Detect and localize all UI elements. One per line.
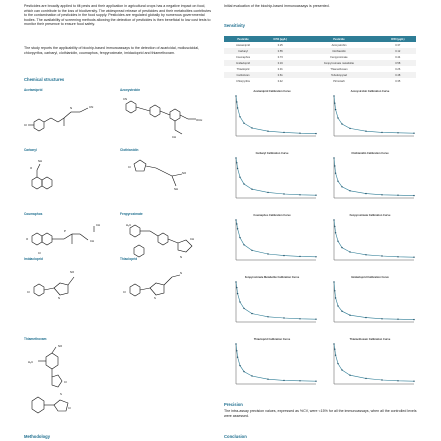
calibration-chart (322, 148, 418, 208)
data-point (267, 379, 268, 380)
series-line (236, 158, 316, 195)
data-point (334, 349, 335, 350)
svg-text:P: P (64, 229, 66, 233)
data-point (413, 195, 414, 196)
table-cell: Pirimicarb (333, 79, 345, 83)
data-point (413, 319, 414, 320)
table-header: IC50 (μg/L) (262, 36, 298, 42)
data-point (335, 232, 336, 233)
series-line (334, 96, 414, 133)
data-point (237, 107, 238, 108)
chart-title: Carbaryl Calibration Curve (255, 152, 289, 155)
table-cell: Imidacloprid (224, 60, 262, 66)
data-point (341, 311, 342, 312)
chart-title: Clothianidin Calibration Curve (351, 152, 389, 155)
data-point (239, 237, 240, 238)
table-cell: 0.19 (262, 60, 298, 66)
chart-axes (236, 344, 316, 384)
data-point (349, 375, 350, 376)
svg-text:Cl: Cl (68, 406, 71, 410)
data-point (397, 195, 398, 196)
table-header: Pesticide (298, 36, 379, 42)
chart-title: Acetamiprid Calibration Curve (253, 90, 291, 93)
data-point (299, 380, 300, 381)
data-point (365, 378, 366, 379)
data-point (397, 132, 398, 133)
svg-text:NH: NH (38, 159, 43, 163)
series-line (236, 282, 316, 319)
data-point (267, 131, 268, 132)
series-line (236, 344, 316, 381)
svg-text:CN: CN (89, 105, 94, 109)
data-point (236, 287, 237, 288)
data-point (243, 183, 244, 184)
sensitivity-table (224, 36, 416, 84)
calibration-chart (224, 148, 320, 208)
data-point (239, 365, 240, 366)
table-cell: Coumaphos (236, 55, 251, 59)
data-point (243, 244, 244, 245)
data-point (283, 132, 284, 133)
data-point (349, 251, 350, 252)
data-point (235, 157, 236, 158)
data-point (235, 219, 236, 220)
chart-title: Coumaphos Calibration Curve (253, 214, 291, 217)
table-header: Pesticide (224, 36, 262, 42)
table-cell: Thiacloprid (236, 67, 250, 71)
data-point (236, 162, 237, 163)
intro-paragraph: Pesticides are broadly applied to tilt pests and their application in agricultural crops has a negative impact on food, which can contribute to the loss of biodiversity. The widespread release of pesticides and their metabolites contributes to the contamination of pesticides in the food supply. Pesticides are regulated globally by numerous governmental bodies. The availability of screening methods allowing the detection of pesticides is then beneficial to low cost tests to monitor their presence to ensure food safety. (24, 4, 212, 26)
data-point (349, 190, 350, 191)
series-line (334, 220, 414, 257)
svg-text:Cl: Cl (24, 123, 27, 127)
calibration-chart (322, 210, 418, 270)
data-point (267, 316, 268, 317)
data-point (333, 95, 334, 96)
data-point (237, 168, 238, 169)
svg-text:CH: CH (190, 237, 195, 241)
data-point (413, 381, 414, 382)
data-point (335, 109, 336, 110)
table-cell: Acetamiprid (236, 43, 250, 47)
data-point (237, 228, 238, 229)
study-paragraph: The study reports the applicability of biochip-based immunoassays to the detection of acaricidal, molluscicidal, chlorpyrifos, carbaryl, clothianidin, coumaphos, fenpyroximate, imidacloprid and thiamethoxam. (24, 46, 199, 55)
chart-axes (236, 158, 316, 198)
chart-axes (236, 220, 316, 260)
data-point (251, 189, 252, 190)
calibration-chart (224, 210, 320, 270)
svg-text:O: O (26, 237, 29, 241)
data-point (337, 181, 338, 182)
data-point (283, 255, 284, 256)
data-point (335, 355, 336, 356)
sensitivity-heading: Sensitivity (224, 23, 245, 28)
data-point (315, 133, 316, 134)
thiacloprid-structure (120, 263, 200, 303)
data-point (239, 177, 240, 178)
chem-label-azoxystrobin: Azoxystrobin (120, 88, 141, 92)
svg-text:N: N (70, 106, 73, 110)
chem-label-coumaphos: Coumaphos (24, 212, 43, 216)
data-point (315, 195, 316, 196)
svg-text:NH: NH (174, 187, 179, 191)
chart-title: Thiamethoxam Calibration Curve (349, 338, 391, 341)
data-point (365, 193, 366, 194)
calibration-chart (322, 272, 418, 332)
data-point (235, 281, 236, 282)
series-line (334, 282, 414, 320)
table-cell: 0.73 (277, 55, 283, 59)
svg-text:CH: CH (96, 223, 101, 227)
data-point (413, 257, 414, 258)
table-cell: Chlorpyrifos (236, 79, 250, 83)
data-point (335, 297, 336, 298)
data-point (237, 293, 238, 294)
chem-label-fenpyroximate: Fenpyroximate (120, 212, 143, 216)
table-cell: 0.42 (277, 79, 283, 83)
data-point (283, 380, 284, 381)
conclusion-heading: Conclusion (224, 434, 247, 439)
svg-text:N: N (180, 255, 183, 259)
imidacloprid-structure (24, 263, 104, 303)
data-point (337, 305, 338, 306)
data-point (237, 357, 238, 358)
table-cell: Fenpyroximate (330, 55, 348, 59)
chem-label-clothianidin: Clothianidin (120, 148, 139, 152)
data-point (365, 254, 366, 255)
data-point (299, 318, 300, 319)
data-point (251, 313, 252, 314)
data-point (381, 132, 382, 133)
data-point (337, 241, 338, 242)
series-line (236, 96, 316, 134)
data-point (341, 369, 342, 370)
chart-axes (334, 96, 414, 136)
svg-text:S: S (154, 296, 156, 300)
data-point (239, 301, 240, 302)
series-line (334, 344, 414, 381)
table-cell: Clothianidin (298, 48, 379, 54)
data-point (236, 223, 237, 224)
calibration-chart (322, 86, 418, 146)
data-point (243, 371, 244, 372)
calibration-chart (224, 334, 320, 394)
data-point (315, 319, 316, 320)
data-point (349, 315, 350, 316)
data-point (236, 101, 237, 102)
data-point (337, 117, 338, 118)
data-point (315, 381, 316, 382)
data-point (333, 219, 334, 220)
table-cell: Carbaryl (224, 48, 262, 54)
table-cell: 0.12 (380, 48, 416, 54)
data-point (334, 103, 335, 104)
data-point (381, 194, 382, 195)
svg-text:CH: CH (172, 135, 177, 139)
chart-title: Thiacloprid Calibration Curve (253, 338, 291, 341)
chem-label-thiamethoxam: Thiamethoxam (24, 337, 47, 341)
data-point (299, 194, 300, 195)
table-cell: 0.61 (262, 72, 298, 78)
svg-text:O: O (30, 166, 33, 170)
data-point (333, 157, 334, 158)
data-point (334, 290, 335, 291)
data-point (251, 375, 252, 376)
data-point (381, 255, 382, 256)
data-point (243, 308, 244, 309)
coumaphos-structure (24, 218, 114, 258)
data-point (239, 116, 240, 117)
svg-text:H₃C: H₃C (126, 223, 132, 227)
chart-axes (236, 282, 316, 322)
chart-title: Fenpyroximate Calibration Curve (349, 214, 391, 217)
table-cell: 0.25 (277, 43, 283, 47)
svg-text:CN: CN (123, 97, 128, 101)
data-point (365, 131, 366, 132)
chart-axes (334, 158, 414, 198)
chart-axes (334, 282, 414, 322)
data-point (335, 173, 336, 174)
chart-axes (334, 220, 414, 260)
data-point (397, 380, 398, 381)
svg-text:Cl: Cl (38, 251, 41, 255)
calibration-chart (224, 86, 320, 146)
table-cell: 0.48 (380, 72, 416, 78)
chemical-structures-heading: Chemical structures (24, 77, 65, 82)
data-point (334, 226, 335, 227)
acetamiprid-structure (24, 94, 109, 134)
table-cell: 0.35 (395, 79, 401, 83)
chem-label-imidacloprid: Imidacloprid (24, 257, 43, 261)
data-point (341, 186, 342, 187)
data-point (243, 123, 244, 124)
precision-heading: Precision (224, 402, 243, 407)
table-header: IC50 (μg/L) (380, 36, 416, 42)
data-point (283, 193, 284, 194)
chart-axes (236, 96, 316, 136)
svg-text:N: N (58, 296, 61, 300)
data-point (334, 165, 335, 166)
chart-axes (334, 344, 414, 384)
chart-title: Fenpyroximate Metabolite Calibration Curve (244, 276, 300, 279)
data-point (251, 250, 252, 251)
data-point (235, 95, 236, 96)
data-point (381, 379, 382, 380)
data-point (349, 128, 350, 129)
svg-text:S: S (60, 392, 62, 396)
precision-text: The intra-assay precision values, expressed as %CV, were <15% for all the immunoassays, when all the controlled levels were assessed. (224, 409, 417, 418)
data-point (267, 192, 268, 193)
table-cell: 0.26 (395, 67, 401, 71)
data-point (251, 127, 252, 128)
table-cell: 0.31 (277, 67, 283, 71)
chem-label-carbaryl: Carbaryl (24, 148, 37, 152)
data-point (341, 123, 342, 124)
data-point (236, 350, 237, 351)
series-line (334, 158, 414, 196)
chart-title: Azoxystrobin Calibration Curve (350, 90, 390, 93)
data-point (267, 253, 268, 254)
data-point (397, 256, 398, 257)
data-point (283, 317, 284, 318)
svg-text:NO: NO (182, 171, 187, 175)
table-cell: Thiamethoxam (330, 67, 348, 71)
table-row (224, 78, 416, 84)
table-cell: 0.55 (262, 48, 298, 54)
data-point (381, 318, 382, 319)
svg-text:OCH: OCH (196, 118, 203, 122)
data-point (341, 247, 342, 248)
data-point (299, 133, 300, 134)
svg-text:NO: NO (58, 344, 63, 348)
svg-text:Cl: Cl (123, 290, 126, 294)
svg-text:NO: NO (70, 270, 75, 274)
data-point (315, 256, 316, 257)
table-cell: 0.58 (380, 60, 416, 66)
data-point (235, 343, 236, 344)
table-cell: Carbofuran (224, 72, 262, 78)
svg-text:Cl: Cl (128, 165, 131, 169)
data-point (337, 363, 338, 364)
clothianidin-structure (120, 154, 200, 199)
table-cell: Azoxystrobin (331, 43, 347, 47)
svg-text:Cl: Cl (27, 290, 30, 294)
calibration-chart (322, 334, 418, 394)
data-point (333, 343, 334, 344)
table-cell: 0.44 (395, 55, 401, 59)
carbaryl-structure (24, 154, 64, 199)
thiamethoxam-structure (24, 343, 104, 423)
initial-evaluation-line: Initial evaluation of the biochip-based immunoassays is presented. (224, 4, 330, 8)
svg-text:CH: CH (90, 239, 95, 243)
chart-title: Imidacloprid Calibration Curve (351, 276, 389, 279)
table-cell: Fenpyroximate metabolite (298, 60, 379, 66)
svg-text:H₃C: H₃C (28, 360, 34, 364)
series-line (236, 220, 316, 257)
table-cell: Tebufenpyrad (298, 72, 379, 78)
chem-label-acetamiprid: Acetamiprid (24, 88, 43, 92)
data-point (365, 317, 366, 318)
data-point (397, 319, 398, 320)
calibration-chart (224, 272, 320, 332)
svg-text:N: N (180, 271, 183, 275)
data-point (299, 256, 300, 257)
chem-label-thiacloprid: Thiacloprid (120, 257, 138, 261)
data-point (413, 133, 414, 134)
azoxystrobin-structure (120, 94, 210, 146)
methodology-heading: Methodology (24, 434, 51, 439)
fenpyroximate-structure (120, 218, 210, 260)
data-point (333, 281, 334, 282)
table-cell: 0.37 (395, 43, 401, 47)
svg-text:Cl: Cl (64, 380, 67, 384)
